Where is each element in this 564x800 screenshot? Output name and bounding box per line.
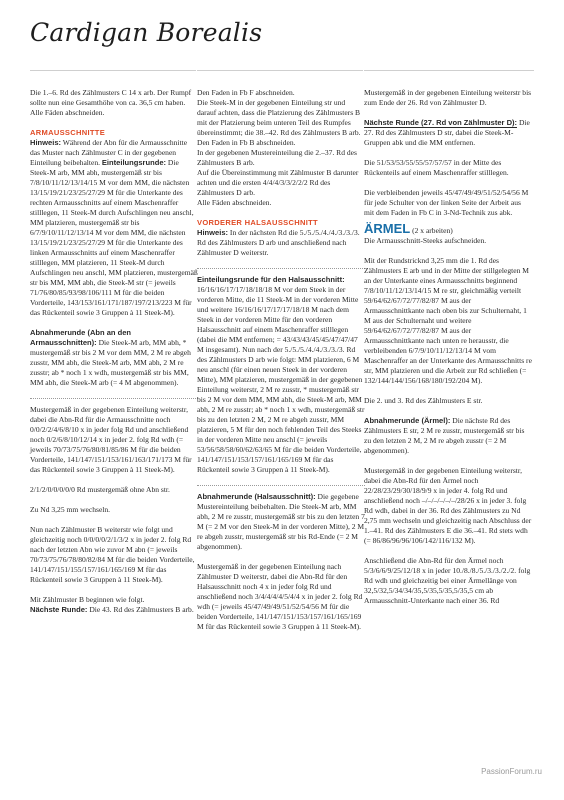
abnahme-paragraph <box>30 328 198 388</box>
hinweis-paragraph <box>197 228 365 258</box>
body-text: In der gegebenen Mustereinteilung die 2.–37. Rd des Zählmusters B arb. <box>197 148 357 167</box>
abnahme-paragraph <box>197 492 365 552</box>
body-paragraph: Mustergemäß in der gegebenen Einteilung weiterstr bis zum Ende der 26. Rd von Zählmuster D. <box>364 88 532 107</box>
body-paragraph: Mustergemäß in der gegebenen Einteilung weiterstr, dabei die Abn-Rd für den Ärmel noch 22/28/23/29/30/18/9/9 x in jeder 4. folg Rd und anschließend noch –/–/–/–/–/–/28/26 x in jeder 3. folg Rd wdh, dabei in der 36. Rd des Zählmusters zu Nd 2,75 mm wechseln und gleichzeitig nach Abschluss der 1.–41. Rd des Zählmusters E die 36.–41. Rd stets wdh (= 86/86/96/96/106/142/116/132 M). <box>364 466 532 545</box>
section-heading-aermel-wrap <box>364 221 532 236</box>
divider <box>30 398 198 399</box>
abnahme-label: Abnahmerunde (Halsausschnitt): <box>197 492 316 501</box>
title-rule-right <box>364 70 534 71</box>
column-middle <box>197 88 365 642</box>
naechste-runde-text: Die 27. Rd des Zählmusters D str, dabei die Steek-M-Gruppen abk und die MM entfernen. <box>364 118 530 147</box>
column-right <box>364 88 532 616</box>
body-paragraph: Die 51/53/53/55/55/57/57/57 in der Mitte des Rückenteils auf einem Maschenraffer stilllegen. <box>364 158 509 177</box>
abnahme-label: Abnahmerunde (Ärmel): <box>364 416 451 425</box>
body-text: Alle Fäden abschneiden. <box>197 198 272 207</box>
einteilung-text: 16/16/16/17/17/18/18/18 M vor dem Steek in der vorderen Mitte, die 11 Steek-M in der vorderen Mitte und weitere 16/16/16/17/17/17/18/18 M nach dem Steek in der vorderen Mitte für den vorderen Halsausschnitt auf einem Maschenraffer stilllegen (dabei die MM entfernen; = 43/43/43/45/45/47/47/47 M insgesamt). Nun nach der 5./5./5./4./4./3./3./3. Rd des Zählmusters D arb wie folgt: MM platzieren, 6 M neu anschl (für einen neuen Steek in der vorderen Mitte), MM platzieren, mustergemäß in der gegebenen Einteilung weiterstr, 2 M re zusstr, * mustergemäß str bis 2 M vor dem MM, MM abh, die Steek-M arb, MM abh, 2 M re zusstr; ab * noch 1 x wdh, mustergemäß str bis zu den letzten 2 M, 2 M re abgeh zusstr, MM platzieren, 5 M für den noch fehlenden Teil des Steeks in der vorderen Mitte neu anschl (= jeweils 53/56/58/58/60/62/63/65 M für die beiden Vorderteile, 141/147/151/153/157/161/165/169 M für das Rückenteil sowie 3 Gruppen à 11 Steek-M). <box>197 285 365 474</box>
divider <box>197 485 365 486</box>
body-paragraph: Mit der Rundstricknd 3,25 mm die 1. Rd des Zählmusters E arb und in der Mitte der stillgelegten M an der Unterkante eines Armausschnitts beginnend 7/8/10/11/12/13/14/15 M re str, gleichmäßig verteilt 59/64/62/67/72/77/82/87 M aus der Armausschnittkante nach oben bis zur Schulternaht, 1 M aus der Schulternaht und weitere 59/64/62/67/72/77/82/87 M aus der Armausschnittkante nach unten re herausstr, die verbleibenden 6/7/9/10/11/12/13/14 M vom Maschenraffer an der Unterkante des Armausschnitts re str, MM platzieren und die Arbeit zur Rd schließen (= 132/144/144/156/168/180/192/204 M). <box>364 256 532 385</box>
body-text: Den Faden in Fb B abschneiden. <box>197 138 296 147</box>
body-text: Die Steek-M in der gegebenen Einteilung str und darauf achten, dass die Platzierung des Zählmusters B mit der Platzierung beim unteren Teil des Rumpfes übereinstimmt; die 38.–42. Rd des Zählmusters B arb. <box>197 98 361 137</box>
body-paragraph: Mustergemäß in der gegebenen Einteilung weiterstr, dabei die Abn-Rd für die Armausschnitte noch 0/0/2/2/4/6/8/10 x in jeder folg Rd und anschließend noch 0/2/6/8/10/12/14 x in jeder 2. folg Rd wdh (= jeweils 70/73/75/76/80/81/85/86 M für die beiden Vorderteile, 141/147/151/153/161/163/171/173 M für das Rückenteil sowie 3 Gruppen à 11 Steek-M). <box>30 405 192 474</box>
body-paragraph: Die Armausschnitt-Steeks aufschneiden. <box>364 236 487 245</box>
abnahme-text: Die nächste Rd des Zählmusters E str, 2 M re zusstr, mustergemäß str bis zu den letzten 2 M, 2 M re abgeh zusstr (= 2 M abgenommen). <box>364 416 525 455</box>
body-paragraph: Zu Nd 3,25 mm wechseln. <box>30 505 111 514</box>
einteilung-label: Einteilungsrunde: <box>101 158 167 167</box>
abnahme-text: Die Steek-M arb, MM abh, * mustergemäß str bis 2 M vor dem MM, 2 M re abgeh zusstr, MM abh, die Steek-M arb, MM abh, 2 M re zusstr; ab * noch 1 x wdh, mustergemäß str bis MM, MM abh, die Steek-M arb (= 4 M abgenommen). <box>30 338 191 387</box>
hinweis-paragraph <box>30 138 198 318</box>
title-rule-left <box>30 70 196 71</box>
body-text: Auf die Übereinstimmung mit Zählmuster B darunter achten und die ersten 4/4/4/3/3/2/2/2 Rd des Zählmusters D arb. <box>197 168 359 197</box>
abnahme-paragraph <box>364 416 532 456</box>
hinweis-text: Während der Abn für die Armausschnitte das Muster nach Zählmuster C in der gegebenen Einteilung beibehalten. <box>30 138 188 167</box>
body-paragraph <box>30 595 198 615</box>
body-paragraph: Die 2. und 3. Rd des Zählmusters E str. <box>364 396 483 405</box>
naechste-runde-label: Nächste Runde (27. Rd von Zählmuster D): <box>364 118 518 127</box>
abnahme-text: Die gegebene Mustereinteilung beibehalten. Die Steek-M arb, MM abh, 2 M re zusstr, mustergemäß str bis zu den letzten 7 M (= 2 M vor den Steek-M in der vorderen Mitte), 2 M re abgeh zusstr, mustergemäß str bis Rd-Ende (= 2 M abgenommen). <box>197 492 365 551</box>
body-paragraph: Anschließend die Abn-Rd für den Ärmel noch 5/3/6/6/9/25/12/18 x in jeder 10./8./8./5./3./3./2./2. folg Rd wdh und gleichzeitig bei einer Ärmellänge von 32,5/32,5/34/34/35,5/35,5/35,5/35,5 cm ab Armausschnitt-Unterkante nach einer 36. Rd <box>364 556 531 605</box>
page-title: Cardigan Borealis <box>30 18 263 47</box>
body-text: Den Faden in Fb F abschneiden. <box>197 88 295 97</box>
divider <box>197 268 365 269</box>
section-heading-armausschnitte: ARMAUSSCHNITTE <box>30 128 106 137</box>
body-paragraph <box>197 88 365 208</box>
column-left <box>30 88 198 625</box>
naechste-runde-text: Die 43. Rd des Zählmusters B arb. <box>87 605 194 614</box>
title-rule-mid <box>197 70 363 71</box>
body-paragraph: Nun nach Zählmuster B weiterstr wie folgt und gleichzeitig noch 0/0/0/0/2/1/3/2 x in jeder 2. folg Rd nach der letzten Abn wie zuvor M abn (= jeweils 70/73/75/76/78/80/82/84 M für die beiden Vorderteile, 141/147/151/155/157/161/165/169 M für das Rückenteil sowie 3 Gruppen à 11 Steek-M). <box>30 525 195 584</box>
section-heading-aermel-sub: (2 x arbeiten) <box>410 226 453 235</box>
naechste-runde-label: Nächste Runde: <box>30 605 88 614</box>
body-text: Mit Zählmuster B beginnen wie folgt. <box>30 595 145 604</box>
intro-paragraph: Die 1.–6. Rd des Zählmusters C 14 x arb. Der Rumpf sollte nun eine Gesamthöhe von ca. 36,5 cm haben. Alle Fäden abschneiden. <box>30 88 192 117</box>
hinweis-label: Hinweis: <box>30 138 62 147</box>
body-paragraph: Die verbleibenden jeweils 45/47/49/49/51/52/54/56 M für jede Schulter von der linken Seite der Arbeit aus mit dem Faden in Fb C in 3-Nd-Technik zus abk. <box>364 188 529 217</box>
section-heading-halsausschnitt: VORDERER HALSAUSSCHNITT <box>197 218 318 227</box>
naechste-runde-paragraph <box>364 118 532 148</box>
einteilung-text: Die Steek-M arb, MM abh, mustergemäß str bis 7/8/10/11/12/13/14/15 M vor dem MM, die nächsten 13/15/19/21/23/25/27/29 M für die Unterkante des rechten Armausschnitts auf einem Maschenraffer stilllegen, 11 Steek-M durch Aufschlingen neu anschl, MM platzieren, mustergemäß str bis 6/7/9/10/11/12/13/14 M vor dem MM, die nächsten 13/15/19/21/23/25/27/29 M für die Unterkante des linken Armausschnitts auf einem Maschenraffer stilllegen, MM platzieren, 11 Steek-M durch Aufschlingen neu anschl, MM platzieren, mustergemäß str bis MM, MM abh, die Steek-M str (= jeweils 71/76/80/85/93/98/106/111 M für die beiden Vorderteile, 143/153/161/171/187/197/213/223 M für das Rückenteil sowie 3 Gruppen à 11 Steek-M). <box>30 158 198 317</box>
section-heading-aermel: ÄRMEL <box>364 221 411 236</box>
einteilung-paragraph <box>197 275 365 475</box>
body-paragraph: Mustergemäß in der gegebenen Einteilung nach Zählmuster D weiterstr, dabei die Abn-Rd für den Halsausschnitt noch 4 x in jeder folg Rd und anschließend noch 3/4/4/4/4/5/4/4 x in jeder 2. folg Rd wdh (= jeweils 45/47/49/49/51/52/54/56 M für die beiden Vorderteile, 141/147/151/153/157/161/165/169 M für das Rückenteil sowie 3 Gruppen à 11 Steek-M). <box>197 562 363 631</box>
abnahme-label: Abnahmerunde (Abn an den Armausschnitten): <box>30 328 132 347</box>
hinweis-text: In der nächsten Rd die 5./5./5./4./4./3./3./3. Rd des Zählmusters D arb und anschließend nach Zählmuster D weiterstr. <box>197 228 360 257</box>
watermark: PassionForum.ru <box>481 767 542 776</box>
body-paragraph: 2/1/2/0/0/0/0/0 Rd mustergemäß ohne Abn str. <box>30 485 170 494</box>
einteilung-label: Einteilungsrunde für den Halsausschnitt: <box>197 275 345 284</box>
hinweis-label: Hinweis: <box>197 228 229 237</box>
